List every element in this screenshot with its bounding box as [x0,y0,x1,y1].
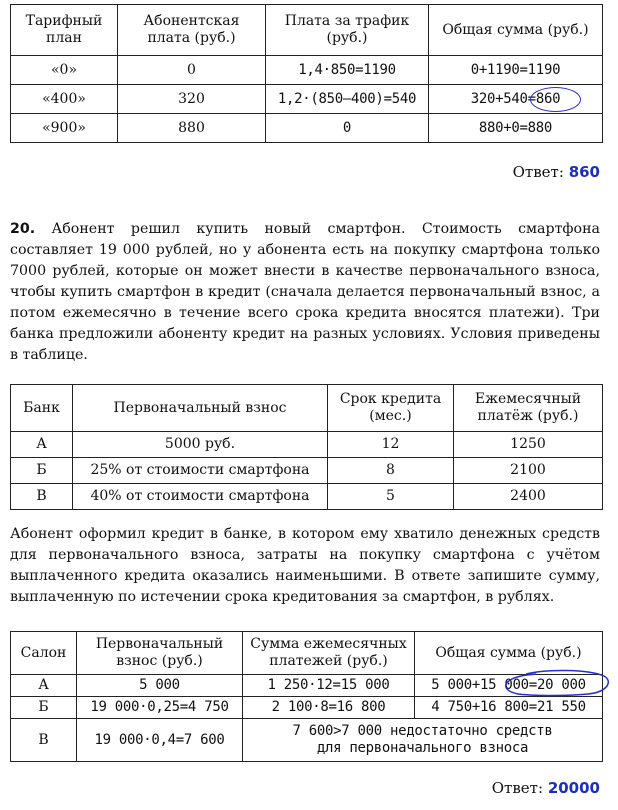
table-row [11,484,603,510]
table-cell: Б [11,697,77,719]
bank-conditions-table [10,384,603,510]
header-loan-term: Срок кредита (мес.) [328,385,454,432]
formula-text: 320+540= [470,90,536,107]
answer-label: Ответ: [512,163,564,181]
table-cell: 2 100·8=16 800 [243,697,415,719]
table-cell: 880+0=880 [429,114,603,143]
table-cell: «400» [11,85,118,114]
table-cell: 1250 [454,432,603,458]
table-cell: 19 000·0,25=4 750 [77,697,243,719]
header-total-sum: Общая сумма (руб.) [429,5,603,56]
table-cell: 1 250·12=15 000 [243,675,415,697]
table-cell: 1,2·(850–400)=540 [266,85,429,114]
table-cell: 0 [118,56,266,85]
header-monthly-payment: Ежемесячный платёж (руб.) [454,385,603,432]
note-line-1: 7 600>7 000 недостаточно средств [292,723,553,739]
insufficient-funds-note [243,719,603,762]
header-tariff-plan: Тарифный план [11,5,118,56]
problem-text [10,219,600,366]
result-value: 20 000 [536,677,586,693]
header-down-payment: Первоначальный взнос (руб.) [77,632,243,675]
table-cell: 2100 [454,458,603,484]
table-row [11,432,603,458]
result-value: 860 [535,90,561,107]
table-cell: 5000 руб. [73,432,328,458]
table-cell: «900» [11,114,118,143]
header-bank: Банк [11,385,73,432]
table-cell: «0» [11,56,118,85]
answer-value: 860 [568,163,600,181]
header-down-payment: Первоначальный взнос [73,385,328,432]
header-traffic-fee: Плата за трафик (руб.) [266,5,429,56]
table-cell [429,85,603,114]
table-cell: 880 [118,114,266,143]
table-cell [415,675,603,697]
header-total-sum: Общая сумма (руб.) [415,632,603,675]
table-row [11,697,603,719]
table-row [11,114,603,143]
table-cell: 19 000·0,4=7 600 [77,719,243,762]
table-cell: 5 [328,484,454,510]
table-cell: 8 [328,458,454,484]
highlighted-result [536,91,560,108]
table-cell: 25% от стоимости смартфона [73,458,328,484]
table-cell: 5 000 [77,675,243,697]
problem-statement: Абонент решил купить новый смартфон. Стоимость смартфона составляет 19 000 рублей, но у абонента есть на покупку смартфона только 7000 рублей, которые он может внести в качестве первоначального взноса, чтобы купить смартфон в кредит (сначала делается первоначальный взнос, а потом ежемесячно в течение всего срока кредита вносятся платежи). Три банка предложили абоненту кредит на разных условиях. Условия приведены в таблице. [10,221,600,363]
note-line-2: для первоначального взноса [316,740,529,756]
answer-1 [513,163,600,181]
table-cell: 40% от стоимости смартфона [73,484,328,510]
table-row [11,719,603,762]
table-cell: 0 [266,114,429,143]
answer-value: 20000 [547,779,600,797]
table-cell: А [11,432,73,458]
table-cell: А [11,675,77,697]
highlighted-result [537,677,586,694]
table-row [11,458,603,484]
header-salon: Салон [11,632,77,675]
table-cell: 2400 [454,484,603,510]
table-cell: 320 [118,85,266,114]
solution-table [10,631,603,762]
table-cell: 0+1190=1190 [429,56,603,85]
question-text: Абонент оформил кредит в банке, в котором ему хватило денежных средств для первоначального взноса, затраты на покупку смартфона с учётом выплаченного кредита оказались наименьшими. В ответе запишите сумму, выплаченную по истечении срока кредитования за смартфон, в рублях. [10,526,600,605]
table-row [11,56,603,85]
table-row [11,85,603,114]
table-cell: В [11,719,77,762]
header-subscription-fee: Абонентская плата (руб.) [118,5,266,56]
problem-number: 20. [10,221,36,237]
table-cell: Б [11,458,73,484]
answer-2 [492,779,600,797]
table-row [11,675,603,697]
formula-text: 5 000+15 000= [431,677,537,693]
tariff-table [10,4,603,143]
header-monthly-sum: Сумма ежемесячных платежей (руб.) [243,632,415,675]
answer-label: Ответ: [491,779,544,797]
table-cell: 4 750+16 800=21 550 [415,697,603,719]
table-cell: 12 [328,432,454,458]
table-cell: 1,4·850=1190 [266,56,429,85]
table-cell: В [11,484,73,510]
